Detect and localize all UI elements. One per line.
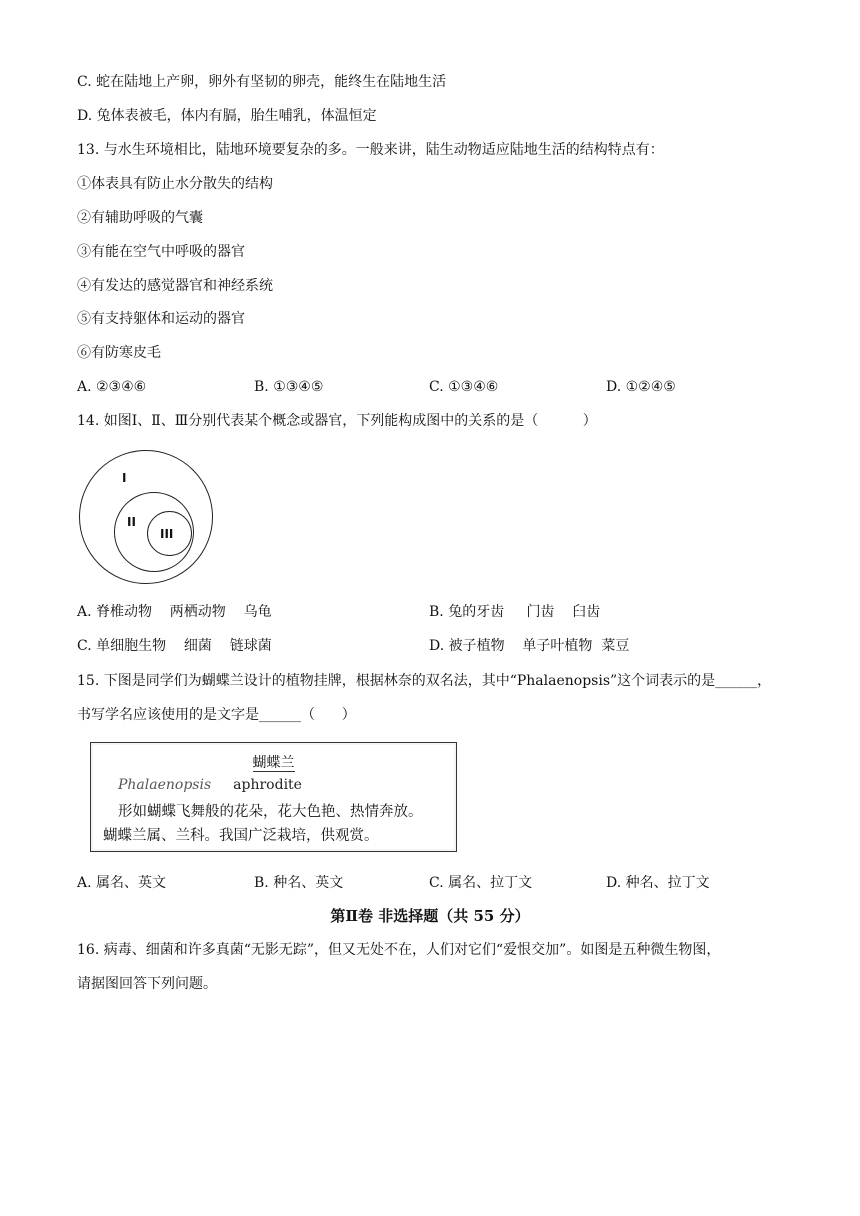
plaque-description-line2: 蝴蝶兰属、兰科。我国广泛栽培，供观赏。 [103,828,379,844]
q15-stem-line1: 15. 下图是同学们为蝴蝶兰设计的植物挂牌，根据林奈的双名法，其中“Phalaenopsis”这个词表示的是______， [77,673,772,689]
plant-label-plaque [90,742,457,852]
q13-item-1: ①体表具有防止水分散失的结构 [77,176,273,192]
plaque-scientific-name [118,777,302,793]
q14-option-d: D. 被子植物 单子叶植物 菜豆 [429,638,630,654]
q13-stem: 13. 与水生环境相比，陆地环境要复杂的多。一般来讲，陆生动物适应陆地生活的结构特点有： [77,142,664,158]
q13-option-b: B. ①③④⑤ [254,379,324,395]
label-roman-3: III [160,527,174,541]
plaque-title: 蝴蝶兰 [252,755,295,771]
q13-item-5: ⑤有支持躯体和运动的器官 [77,311,245,327]
q13-item-2: ②有辅助呼吸的气囊 [77,210,203,226]
q13-option-c: C. ①③④⑥ [429,379,499,395]
q14-stem: 14. 如图Ⅰ、Ⅱ、Ⅲ分别代表某个概念或器官，下列能构成图中的关系的是（ ） [77,413,597,429]
q15-stem-line2: 书写学名应该使用的是文字是______（ ） [77,707,356,723]
q16-stem-line1: 16. 病毒、细菌和许多真菌“无影无踪”，但又无处不在，人们对它们“爱恨交加”。如图是五种微生物图， [77,942,721,958]
q14-option-a: A. 脊椎动物 两栖动物 乌龟 [77,604,272,620]
q13-option-a: A. ②③④⑥ [77,379,147,395]
section-2-title: 第Ⅱ卷 非选择题（共 55 分） [330,907,530,925]
q13-item-4: ④有发达的感觉器官和神经系统 [77,278,273,294]
label-roman-1: I [122,471,127,485]
q13-option-d: D. ①②④⑤ [606,379,676,395]
q12-option-d: D. 兔体表被毛，体内有膈，胎生哺乳，体温恒定 [77,108,377,124]
q15-option-d: D. 种名、拉丁文 [606,875,710,891]
q15-option-c: C. 属名、拉丁文 [429,875,533,891]
label-roman-2: II [127,515,136,529]
q15-option-b: B. 种名、英文 [254,875,344,891]
q12-option-c: C. 蛇在陆地上产卵，卵外有坚韧的卵壳，能终生在陆地生活 [77,74,447,90]
plaque-species: aphrodite [233,777,302,793]
plaque-genus: Phalaenopsis [118,777,212,793]
q13-item-3: ③有能在空气中呼吸的器官 [77,244,245,260]
q14-option-b: B. 兔的牙齿 门齿 臼齿 [429,604,601,620]
q14-option-c: C. 单细胞生物 细菌 链球菌 [77,638,272,654]
plaque-description-line1: 形如蝴蝶飞舞般的花朵，花大色艳、热情奔放。 [118,804,423,820]
q16-stem-line2: 请据图回答下列问题。 [77,976,217,992]
q15-option-a: A. 属名、英文 [77,875,167,891]
q13-item-6: ⑥有防寒皮毛 [77,345,161,361]
